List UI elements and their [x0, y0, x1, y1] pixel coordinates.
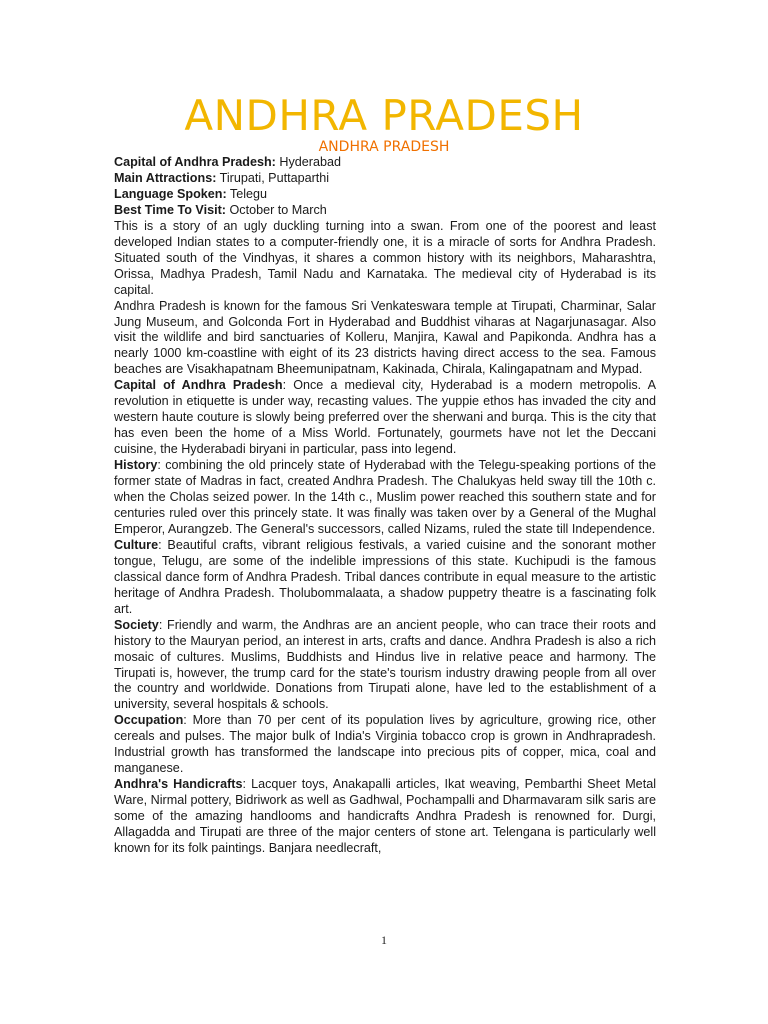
info-label: Best Time To Visit:	[114, 202, 226, 217]
info-value: October to March	[225, 202, 327, 217]
section-handicrafts	[114, 777, 656, 857]
info-attractions	[114, 171, 656, 187]
section-culture	[114, 538, 656, 618]
document-subtitle: ANDHRA PRADESH	[318, 139, 450, 155]
section-text: : Beautiful crafts, vibrant religious festivals, a varied cuisine and the sonorant mother tongue, Telugu, are some of the indelible impressions of this state. Kuchipudi is the famous classical dance form of Andhra Pradesh. Tribal dances contribute in equal measure to the artistic heritage of Andhra Pradesh. Tholubommalaata, a shadow puppetry theatre is a fascinating folk art.	[114, 537, 656, 616]
info-label: Capital of Andhra Pradesh:	[114, 155, 276, 169]
info-label: Language Spoken:	[114, 186, 227, 201]
document-body	[114, 155, 656, 857]
section-occupation	[114, 713, 656, 777]
section-text: : More than 70 per cent of its population lives by agriculture, growing rice, other cereals and pulses. The major bulk of India's Virginia tobacco crop is grown in Andhrapradesh. Industrial growth has transformed the landscape into precious pits of copper, mica, coal and manganese.	[114, 713, 656, 776]
info-value: Telegu	[226, 186, 268, 201]
info-value: Tirupati, Puttaparthi	[216, 170, 330, 185]
section-heading: Capital of Andhra Pradesh	[114, 378, 283, 393]
info-language	[114, 187, 656, 203]
intro-paragraph: Andhra Pradesh is known for the famous Sri Venkateswara temple at Tirupati, Charminar, Salar Jung Museum, and Golconda Fort in Hyderabad and Buddhist viharas at Nagarjunasagar. Also visit the wildlife and bird sanctuaries of Kolleru, Manjira, Kawal and Papikonda. Andhra has a nearly 1000 km-coastline with eight of its 23 districts having direct access to the sea. Famous beaches are Visakhapatnam Bheemunipatnam, Kakinada, Chirala, Kalingapatnam and Mypad.	[114, 298, 656, 377]
section-text: : Friendly and warm, the Andhras are an ancient people, who can trace their roots and history to the Mauryan period, an interest in arts, crafts and dance. Andhra Pradesh is also a rich mosaic of cultures. Muslims, Buddhists and Hindus live in relative peace and harmony. The Tirupati is, however, the trump card for the state's tourism industry drawing people from all over the country and worldwide. Donations from Tirupati alone, have led to the establishment of a university, several hospitals & schools.	[114, 617, 656, 712]
section-society	[114, 618, 656, 714]
section-text: : Once a medieval city, Hyderabad is a modern metropolis. A revolution in etiquette is under way, recasting values. The yuppie ethos has invaded the city and western haute couture is slowly being preferred over the sherwani and burqa. This is the city that has even been the home of a Miss World. Fortunately, gourmets have not let the Deccani cuisine, the Hyderabadi biryani in particular, pass into legend.	[114, 378, 656, 457]
section-heading: Andhra's Handicrafts	[114, 777, 243, 792]
section-heading: Culture	[114, 537, 159, 552]
info-best-time	[114, 203, 656, 219]
section-history	[114, 458, 656, 538]
intro-paragraph: This is a story of an ugly duckling turning into a swan. From one of the poorest and least developed Indian states to a computer-friendly one, it is a miracle of sorts for Andhra Pradesh. Situated south of the Vindhyas, it shares a common history with its neighbors, Maharashtra, Orissa, Madhya Pradesh, Tamil Nadu and Karnataka. The medieval city of Hyderabad is its capital.	[114, 218, 656, 297]
info-label: Main Attractions:	[114, 170, 217, 185]
info-value: Hyderabad	[275, 155, 341, 169]
section-heading: Society	[114, 617, 159, 632]
section-capital	[114, 378, 656, 458]
document-title: ANDHRA PRADESH	[184, 91, 584, 140]
section-text: : Lacquer toys, Anakapalli articles, Ikat weaving, Pembarthi Sheet Metal Ware, Nirmal pottery, Bidriwork as well as Gadhwal, Pochampalli and Dharmavaram silk saris are some of the amazing handlooms and handicrafts Andhra Pradesh is renowned for. Durgi, Allagadda and Tirupati are three of the major centers of stone art. Telengana is particularly well known for its folk paintings. Banjara needlecraft,	[114, 777, 656, 855]
section-heading: Occupation	[114, 713, 184, 728]
page-number: 1	[381, 933, 387, 947]
section-text: : combining the old princely state of Hyderabad with the Telegu-speaking portions of the former state of Madras in fact, created Andhra Pradesh. The Chalukyas held sway till the 10th c. when the Cholas seized power. In the 14th c., Muslim power reached this southern state and for centuries ruled over this princely state. It was finally was taken over by a General of the Mughal Emperor, Aurangzeb. The General's successors, called Nizams, ruled the state till Independence.	[114, 458, 656, 536]
info-capital	[114, 155, 656, 171]
section-heading: History	[114, 458, 158, 473]
